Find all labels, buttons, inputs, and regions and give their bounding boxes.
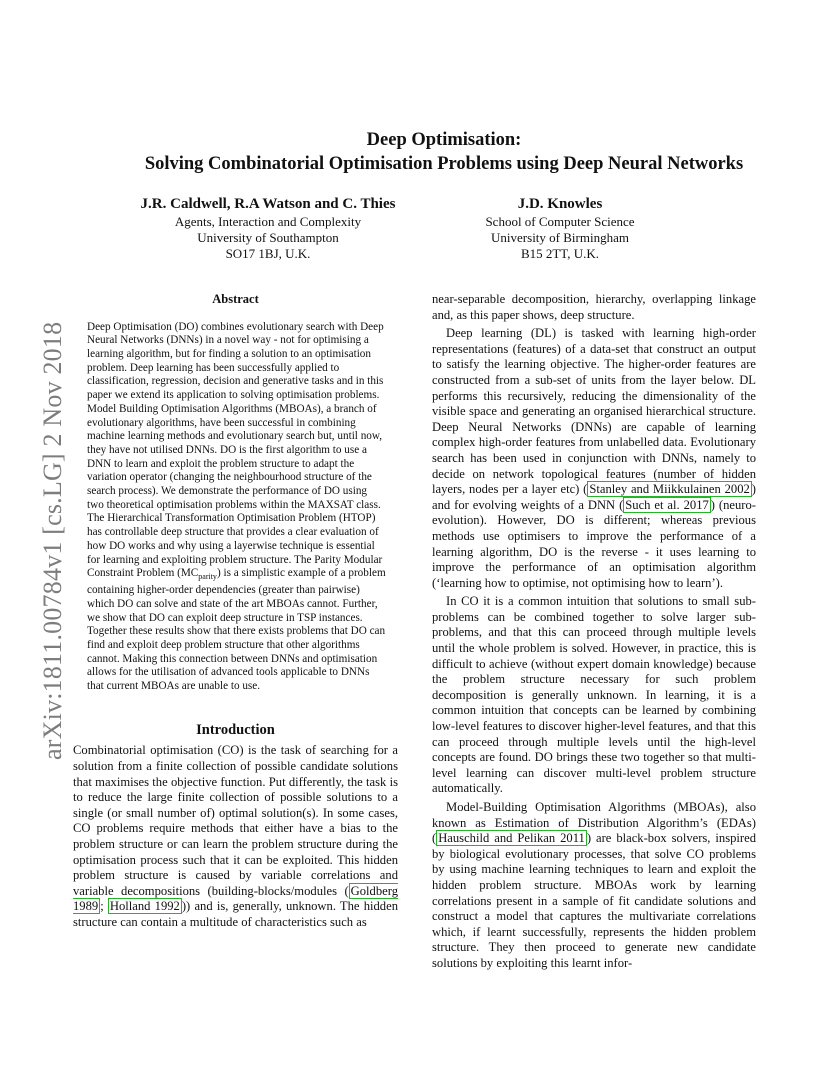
author-block-birmingham [452, 195, 668, 262]
author-names: J.R. Caldwell, R.A Watson and C. Thies [140, 196, 396, 212]
left-column [73, 292, 398, 931]
citation-link[interactable]: Hauschild and Pelikan 2011 [438, 831, 585, 846]
title-line-2: Solving Combinatorial Optimisation Problems using Deep Neural Networks [144, 154, 744, 174]
paragraph-text: Deep learning (DL) is tasked with learning high-order representations (features) of a data-set that construct an output to satisfy the learning objective. The higher-order features are constructed from a sub-set of units from the layer below. DL performs this recursively, reducing the dimensionality of the visible space and generating an organised hierarchical structure. Deep Neural Networks (DNNs) are capable of learning complex high-order features from unlabelled data. Evolutionary search has been used in conjunction with DNNs, namely to decide on network topological features (number of hidden layers, nodes per a layer etc) ( [432, 326, 756, 497]
title-line-1: Deep Optimisation: [366, 130, 522, 150]
intro-text-end: )) and is, generally, unknown. The hidden structure can contain a multitude of characteristics such as [73, 899, 398, 929]
paragraph-text: ) (neuro-evolution). However, DO is different; whereas previous methods use optimisers to improve the performance of a learning algorithm, DO is the reverse - it uses learning to improve the performance of an optimisation algorithm (‘learning how to optimise, not optimising how to learn’). [432, 497, 756, 590]
author-address: SO17 1BJ, U.K. [225, 246, 311, 261]
author-institution: University of Birmingham [491, 230, 629, 245]
introduction-paragraph [73, 743, 398, 930]
right-column [432, 292, 756, 972]
citation-link[interactable]: Goldberg 1989 [73, 883, 398, 914]
citation-link[interactable]: Stanley and Miikkulainen 2002 [589, 482, 750, 497]
author-block-southampton [110, 195, 426, 262]
introduction-heading: Introduction [196, 721, 275, 738]
paragraph-text: ) are black-box solvers, inspired by biological evolutionary processes, that solve CO problems by using machine learning techniques to learn and exploit the hidden problem structure. MBOAs work by learning correlations present in a sample of fit candidate solutions and construct a model that captures the multivariate correlations which, if learnt successfully, represents the hidden problem structure. They then proceed to generate new candidate solutions by exploiting this learnt infor- [432, 831, 756, 970]
continued-paragraph: near-separable decomposition, hierarchy, overlapping linkage and, as this paper shows, deep structure. [432, 292, 756, 322]
author-address: B15 2TT, U.K. [520, 246, 600, 261]
mboa-paragraph [432, 800, 756, 972]
intro-text: Combinatorial optimisation (CO) is the task of searching for a solution from a finite collection of possible candidate solutions that maximises the objective function. Put differently, the task is to reduce the large finite collection of possible solutions to a single (or small number of) optimal solution(s). In some cases, CO problems require methods that either have a bias to the problem structure or can learn the problem structure during the optimisation process such that it can be exploited. This hidden problem structure is caused by variable correlations and variable decompositions (building-blocks/modules ( [73, 743, 398, 898]
abstract-text-part-2: ) is a simplistic example of a problem containing higher-order dependencies (greater than pairwise) which DO can solve and state of the art MBOAs cannot. Further, we show that DO can exploit deep structure in TSP instances. Together these results show that there exists problems that DO can find and exploit deep problem structure that other algorithms cannot. Making this connection between DNNs and optimisation allows for the utilisation of advanced tools applicable to DNNs that current MBOAs are unable to use. [87, 567, 386, 693]
paper-title [60, 128, 828, 176]
co-intuition-paragraph: In CO it is a common intuition that solutions to small sub-problems can be combined together to solve larger sub-problems, and that this can proceed through multiple levels until the whole problem is solved. However, in practice, this is difficult to achieve (without expert domain knowledge) because the problem structure necessary for such problem decomposition is generally unknown. In learning, it is a common intuition that concepts can be learned by combining low-level features to discover higher-level features, and that this can proceed through multiple levels until the high-level concepts are found. DO brings these two together so that multi-level learning can discover multi-level problem structure automatically. [432, 594, 756, 796]
author-affiliation: School of Computer Science [485, 214, 635, 229]
abstract-subscript: parity [198, 572, 217, 582]
citation-link[interactable]: Holland 1992 [109, 899, 180, 914]
paragraph-text: ) and for evolving weights of a DNN ( [432, 482, 756, 512]
abstract-text-part-1: Deep Optimisation (DO) combines evolutionary search with Deep Neural Networks (DNNs) in a novel way - not for optimising a learning algorithm, but for finding a solution to an optimisation problem. Deep learning has been successfully applied to classification, regression, decision and generative tasks and in this paper we extend its application to solving optimisation problems. Model Building Optimisation Algorithms (MBOAs), a branch of evolutionary algorithms, have been successful in combining machine learning methods and evolutionary search but, until now, they have not utilised DNNs. DO is the first algorithm to use a DNN to learn and exploit the problem structure to adapt the variation operator (changing the neighbourhood structure of the search process). We demonstrate the performance of DO using two theoretical optimisation problems within the MAXSAT class. The Hierarchical Transformation Optimisation Problem (HTOP) has controllable deep structure that provides a clear evaluation of how DO works and why using a layerwise technique is essential for learning and exploiting problem structure. The Parity Modular Constraint Problem (MC [87, 320, 384, 580]
citation-link[interactable]: Such et al. 2017 [625, 497, 709, 512]
citation-separator: ; [100, 899, 108, 914]
abstract-heading: Abstract [212, 292, 259, 306]
deep-learning-paragraph [432, 326, 756, 591]
author-affiliation: Agents, Interaction and Complexity [174, 214, 362, 229]
abstract-text [73, 321, 398, 694]
author-institution: University of Southampton [197, 230, 339, 245]
paragraph-text: Model-Building Optimisation Algorithms (MBOAs), also known as Estimation of Distribution Algorithm’s (EDAs) ( [432, 800, 756, 846]
arxiv-identifier-stamp[interactable]: arXiv:1811.00784v1 [cs.LG] 2 Nov 2018 [38, 321, 67, 760]
author-names: J.D. Knowles [517, 196, 603, 212]
